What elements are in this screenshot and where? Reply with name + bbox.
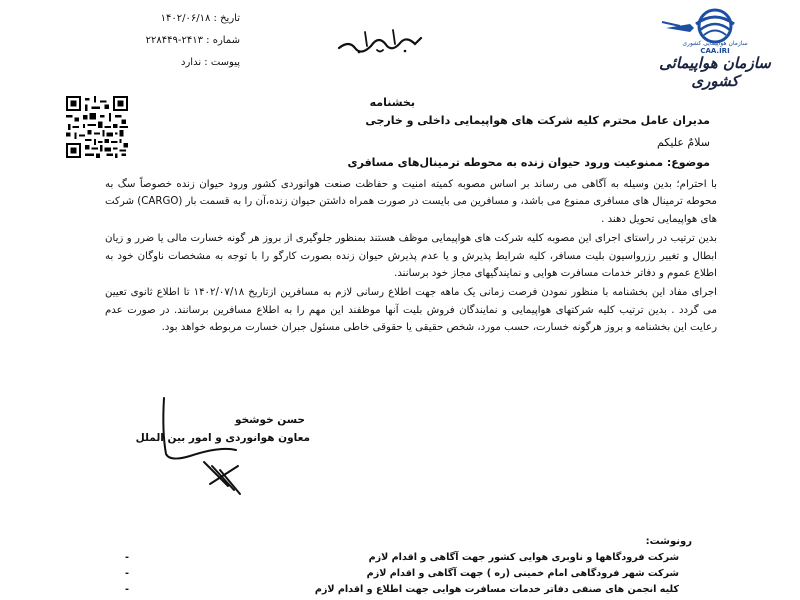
qr-code-icon[interactable] xyxy=(66,96,128,158)
logo-small-text: سازمان هواپیمایی کشوری xyxy=(682,40,748,47)
signatory-title: معاون هوانوردی و امور بین الملل xyxy=(135,432,310,444)
subject-line: موضوع: ممنوعیت ورود حیوان زنده به محوطه ترمینال‌های مسافری xyxy=(347,156,710,169)
cc-item-dash: - xyxy=(125,568,129,579)
logo-caption xyxy=(680,40,750,55)
cc-item-dash: - xyxy=(125,552,129,563)
bismillah-calligraphy-icon xyxy=(335,26,425,56)
body-paragraph: اجرای مفاد این بخشنامه با منظور نمودن فرصت زمانی یک ماهه جهت اطلاع رسانی لازم به مسافرین ازتاریخ ۱۴۰۲/۰۷/۱۸ تا اطلاع ثانوی تعیین می گردد . بدین ترتیب کلیه شرکتهای هواپیمایی و نمایندگان فروش بلیت آنها موظفند این مهم را به اطلاع مسافرین برسانند. در صورت عدم رعایت این بخشنامه و بروز هرگونه خسارت، حسب مورد، شخص حقیقی یا حقوقی خاطی مسئول جبران خسارت مربوطه خواهد بود. xyxy=(105,287,717,334)
body-paragraph: با احترام؛ بدین وسیله به آگاهی می رساند بر اساس مصوبه کمیته امنیت و حفاظت صنعت هوانوردی کشور ورود حیوان زنده خصوصاً سگ به محوطه ترمینال های مسافری ممنوع می باشد، و مسافرین می بایست در صورت همراه داشتن حیوان زنده،آن را به قسمت بار (CARGO) شرکت های هواپیمایی تحویل دهند . xyxy=(105,179,717,225)
organization-name: سازمان هواپیمائی کشوری xyxy=(659,54,771,90)
circular-title: بخشنامه xyxy=(369,96,415,109)
cc-item-text: شرکت فرودگاهها و ناوبری هوایی کشور جهت آگاهی و اقدام لازم xyxy=(368,552,679,563)
number-line: شماره : ۲۴۱۳-۲۲۸۴۴۹ xyxy=(145,35,240,46)
body-paragraph: بدین ترتیب در راستای اجرای این مصوبه کلیه شرکت های هواپیمایی موظف هستند بمنظور جلوگیری از بروز هر گونه خسارت مالی یا ضرر و زیان ابطال و تغییر رزرواسیون بلیت مسافر، کلیه شرایط پذیرش و یا عدم پذیرش حیوان زنده بصورت کارگو را با توجه به مشخصات ناوگان خود به اطلاع عموم و دفاتر خدمات مسافرت هوایی و نمایندگیهای مجاز خود برسانند. xyxy=(105,233,717,280)
logo-caa-text: CAA.IRI xyxy=(700,47,730,55)
cc-item-dash: - xyxy=(125,584,129,595)
cc-label: رونوشت: xyxy=(645,536,692,547)
letter-meta xyxy=(100,8,240,74)
cc-item-text: شرکت شهر فرودگاهی امام خمینی (ره ) جهت آگاهی و اقدام لازم xyxy=(366,568,679,579)
attachment-line: پیوست : ندارد xyxy=(181,57,240,68)
cc-item xyxy=(125,566,685,582)
date-line: تاریخ : ۱۴۰۲/۰۶/۱۸ xyxy=(160,13,240,24)
letter-body xyxy=(105,176,717,339)
recipient-line: مدیران عامل محترم کلیه شرکت های هواپیمایی داخلی و خارجی xyxy=(365,114,710,127)
signatory-name: حسن خوشخو xyxy=(235,414,305,426)
handwritten-signature-icon xyxy=(150,392,270,502)
cc-item-text: کلیه انجمن های صنفی دفاتر خدمات مسافرت هوایی جهت اطلاع و اقدام لازم xyxy=(314,584,679,595)
cc-item xyxy=(125,582,685,598)
greeting-line: سلامٌ علیکم xyxy=(656,136,710,149)
cc-list xyxy=(125,550,685,598)
cc-item xyxy=(125,550,685,566)
